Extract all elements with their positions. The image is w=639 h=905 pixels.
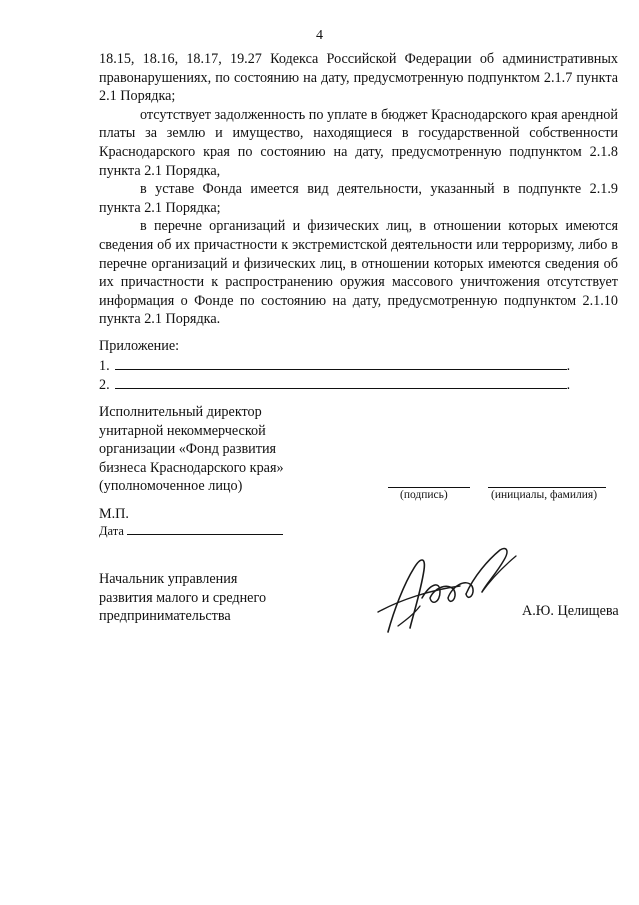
body-text (99, 50, 618, 329)
paragraph: отсутствует задолженность по уплате в бюджет Краснодарского края арендной платы за землю и имущество, находящиеся в государственной собственности Краснодарского края по состоянию на дату, предусмотренную подпунктом 2.1.8 пункта 2.1 Порядка, (99, 106, 618, 179)
date-fill-line (127, 522, 283, 535)
director-line: организации «Фонд развития (99, 441, 277, 458)
attachment-fill-line (115, 375, 567, 389)
page-number: 4 (316, 28, 323, 43)
date-field (99, 522, 283, 541)
attachment-number: 1. (99, 357, 110, 374)
attachment-item (99, 356, 579, 376)
director-line: (уполномоченное лицо) (99, 478, 243, 495)
attachments-section (99, 337, 579, 395)
head-line: предпринимательства (99, 608, 231, 625)
signature-line (388, 487, 470, 488)
director-line: Исполнительный директор (99, 404, 262, 420)
director-line: бизнеса Краснодарского края» (99, 459, 284, 476)
head-name: А.Ю. Целищева (522, 603, 619, 619)
head-line: развития малого и среднего (99, 589, 267, 606)
name-line (488, 487, 606, 488)
attachment-end: . (566, 377, 571, 394)
head-title (99, 570, 266, 626)
attachment-number: 2. (99, 377, 110, 394)
director-title (99, 403, 284, 496)
date-label: Дата (99, 524, 124, 538)
seal-label: М.П. (99, 506, 129, 522)
director-line: унитарной некоммерческой (99, 422, 266, 439)
paragraph: в уставе Фонда имеется вид деятельности, указанный в подпункте 2.1.9 пункта 2.1 Порядка; (99, 181, 618, 216)
paragraph: 18.15, 18.16, 18.17, 19.27 Кодекса Российской Федерации об административных правонарушениях, по состоянию на дату, предусмотренную подпунктом 2.1.7 пункта 2.1 Порядка; (99, 51, 618, 105)
head-line: Начальник управления (99, 571, 238, 587)
attachment-item (99, 375, 579, 395)
attachments-heading: Приложение: (99, 338, 180, 354)
attachment-fill-line (115, 356, 567, 370)
paragraph: в перечне организаций и физических лиц, в отношении которых имеются сведения об их причастности к экстремистской деятельности или терроризму, либо в перечне организаций и физических лиц, в отношении которых имеются сведения об их причастности к распространению оружия массового уничтожения отсутствует информация о Фонде по состоянию на дату, предусмотренную подпунктом 2.1.10 пункта 2.1 Порядка. (99, 218, 618, 328)
attachment-end: . (566, 357, 571, 374)
handwritten-signature (370, 540, 530, 640)
name-caption: (инициалы, фамилия) (491, 489, 598, 501)
signature-caption: (подпись) (400, 489, 448, 501)
